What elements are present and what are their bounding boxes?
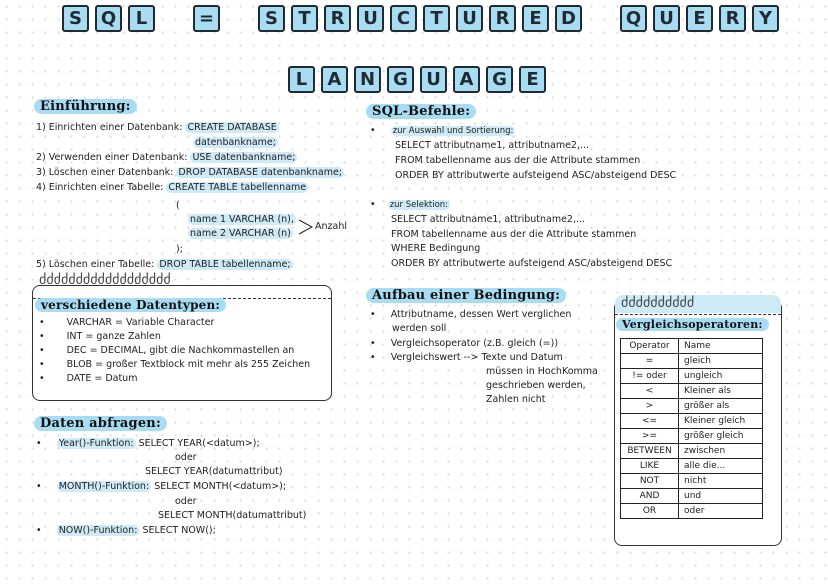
code: SELECT YEAR(<datum>); xyxy=(135,438,260,449)
title-letter: S xyxy=(258,5,285,32)
datatype-text: VARCHAR = Variable Character xyxy=(66,317,215,328)
code: CREATE TABLE tabellenname xyxy=(168,182,307,193)
intro-line-5 xyxy=(36,259,293,270)
spacer xyxy=(226,5,252,32)
text: 5) Löschen einer Tabelle: xyxy=(36,259,158,270)
or: oder xyxy=(175,452,197,463)
spiral-rings-icon: ძძძძძძძძძძ xyxy=(615,295,781,313)
title-letter: R xyxy=(719,5,746,32)
text: werden soll xyxy=(392,323,447,334)
bullet: • xyxy=(39,331,45,342)
query-month: • MONTH()-Funktion: SELECT MONTH(<datum>); xyxy=(36,481,287,492)
intro-line-1 xyxy=(36,122,279,133)
name-cell: nicht xyxy=(679,474,763,489)
code: SELECT YEAR(datumattribut) xyxy=(145,466,283,477)
intro-heading: Einführung: xyxy=(34,99,137,114)
condition-heading: Aufbau einer Bedingung: xyxy=(366,288,566,303)
cond-item-2: • Vergleichsoperator (z.B. gleich (=)) xyxy=(370,338,559,349)
cond-item-3: • Vergleichswert --> Texte und Datum xyxy=(370,352,563,363)
title-letter: T xyxy=(291,5,318,32)
title-letter: L xyxy=(288,66,315,93)
column-def-1: name 1 VARCHAR (n), xyxy=(190,214,294,225)
name-cell: oder xyxy=(679,504,763,519)
column-def-2: name 2 VARCHAR (n) xyxy=(190,228,291,239)
table-row xyxy=(621,354,763,369)
name-cell: alle die... xyxy=(679,459,763,474)
query-now: • NOW()-Funktion: SELECT NOW(); xyxy=(36,525,216,536)
name-cell: gleich xyxy=(679,354,763,369)
sql-bullet-a: • zur Auswahl und Sortierung: xyxy=(370,125,514,136)
query-heading: Daten abfragen: xyxy=(34,416,167,431)
title-letter: R xyxy=(324,5,351,32)
code: FROM tabellenname aus der die Attribute stammen xyxy=(391,229,637,240)
name-cell: größer als xyxy=(679,399,763,414)
name-cell: und xyxy=(679,489,763,504)
intro-line-2 xyxy=(36,152,297,163)
operator-cell: BETWEEN xyxy=(621,444,679,459)
name-cell: größer gleich xyxy=(679,429,763,444)
title-letter: T xyxy=(423,5,450,32)
code: SELECT attributname1, attributname2,... xyxy=(391,214,586,225)
name-cell: Kleiner gleich xyxy=(679,414,763,429)
title-letter: E xyxy=(519,66,546,93)
title-letter: G xyxy=(486,66,513,93)
label: zur Auswahl und Sortierung: xyxy=(392,126,514,136)
text: Vergleichsoperator (z.B. gleich (=)) xyxy=(390,338,559,349)
operator-cell: < xyxy=(621,384,679,399)
title-letter: Y xyxy=(752,5,779,32)
datatype-text: DEC = DECIMAL, gibt die Nachkommastellen an xyxy=(66,345,295,356)
datatype-item xyxy=(39,317,310,331)
bullet: • xyxy=(39,345,45,356)
label: zur Selektion: xyxy=(389,200,449,210)
code: SELECT MONTH(<datum>); xyxy=(151,481,287,492)
spacer xyxy=(161,5,187,32)
table-row xyxy=(621,399,763,414)
operator-cell: <= xyxy=(621,414,679,429)
title-letter: E xyxy=(686,5,713,32)
code: SELECT NOW(); xyxy=(139,525,216,536)
paren-open: ( xyxy=(176,200,180,211)
header-name: Name xyxy=(679,339,763,354)
title-letter: N xyxy=(354,66,381,93)
code: ORDER BY attributwerte aufsteigend ASC/absteigend DESC xyxy=(391,258,673,269)
label: NOW()-Funktion: xyxy=(58,525,138,536)
datatype-item xyxy=(39,359,310,373)
table-row xyxy=(621,414,763,429)
title-letter: G xyxy=(387,66,414,93)
sql-bullet-b: • zur Selektion: xyxy=(370,199,449,210)
text: 1) Einrichten einer Datenbank: xyxy=(36,122,186,133)
operators-notebook xyxy=(614,295,782,546)
intro-line-4 xyxy=(36,182,308,193)
code: DROP TABLE tabellenname; xyxy=(159,259,291,270)
name-cell: Kleiner als xyxy=(679,384,763,399)
operator-cell: OR xyxy=(621,504,679,519)
title-letter: Q xyxy=(620,5,647,32)
operator-cell: NOT xyxy=(621,474,679,489)
title-line-1 xyxy=(62,5,779,32)
label: MONTH()-Funktion: xyxy=(58,481,150,492)
operators-table xyxy=(620,338,763,519)
divider xyxy=(615,314,781,315)
table-row xyxy=(621,384,763,399)
table-row xyxy=(621,474,763,489)
intro-line-3 xyxy=(36,167,344,178)
intro-line-1-cont: datenbankname; xyxy=(195,137,276,148)
text: 2) Verwenden einer Datenbank: xyxy=(36,152,191,163)
title-letter: = xyxy=(193,5,220,32)
table-row xyxy=(621,459,763,474)
text: 3) Löschen einer Datenbank: xyxy=(36,167,177,178)
paren-close: ); xyxy=(176,244,183,255)
text: geschrieben werden, xyxy=(486,380,586,391)
title-letter: U xyxy=(420,66,447,93)
code: ORDER BY attributwerte aufsteigend ASC/absteigend DESC xyxy=(395,170,677,181)
table-row xyxy=(621,369,763,384)
datatype-text: DATE = Datum xyxy=(66,373,138,384)
datatype-item xyxy=(39,331,310,345)
or: oder xyxy=(175,496,197,507)
code: DROP DATABASE datenbankname; xyxy=(178,167,343,178)
table-header-row xyxy=(621,339,763,354)
name-cell: ungleich xyxy=(679,369,763,384)
text: Zahlen nicht xyxy=(486,394,546,405)
bullet: • xyxy=(39,373,45,384)
header-operator: Operator xyxy=(621,339,679,354)
table-row xyxy=(621,444,763,459)
title-letter: Q xyxy=(95,5,122,32)
table-row xyxy=(621,489,763,504)
anzahl-label: Anzahl xyxy=(315,221,347,232)
operator-cell: >= xyxy=(621,429,679,444)
title-letter: E xyxy=(522,5,549,32)
operator-cell: LIKE xyxy=(621,459,679,474)
code: WHERE Bedingung xyxy=(391,243,481,254)
code: SELECT attributname1, attributname2,... xyxy=(395,140,590,151)
title-letter: U xyxy=(456,5,483,32)
sql-heading: SQL-Befehle: xyxy=(366,104,476,119)
code: SELECT MONTH(datumattribut) xyxy=(158,510,307,521)
datatype-text: BLOB = großer Textblock mit mehr als 255 Zeichen xyxy=(66,359,311,370)
operator-cell: != oder xyxy=(621,369,679,384)
title-letter: D xyxy=(555,5,582,32)
datatype-item xyxy=(39,373,310,387)
text: 4) Einrichten einer Tabelle: xyxy=(36,182,167,193)
spacer xyxy=(588,5,614,32)
title-letter: L xyxy=(128,5,155,32)
text: Attributname, dessen Wert verglichen xyxy=(390,309,572,320)
code: USE datenbankname; xyxy=(192,152,296,163)
datatypes-notebook xyxy=(32,272,332,401)
table-row xyxy=(621,429,763,444)
title-letter: R xyxy=(489,5,516,32)
operators-heading: Vergleichsoperatoren: xyxy=(616,318,769,331)
table-row xyxy=(621,504,763,519)
spiral-rings-icon: ძძძძძძძძძძძძძძძძძძ xyxy=(39,272,171,288)
title-letter: C xyxy=(390,5,417,32)
operator-cell: AND xyxy=(621,489,679,504)
title-letter: U xyxy=(653,5,680,32)
query-year: • Year()-Funktion: SELECT YEAR(<datum>); xyxy=(36,438,260,449)
operator-cell: = xyxy=(621,354,679,369)
label: Year()-Funktion: xyxy=(58,438,134,449)
title-letter: U xyxy=(357,5,384,32)
datatype-item xyxy=(39,345,310,359)
text: Vergleichswert --> Texte und Datum xyxy=(390,352,563,363)
bullet: • xyxy=(39,359,45,370)
code: FROM tabellenname aus der die Attribute stammen xyxy=(395,155,641,166)
cond-item-1: • Attributname, dessen Wert verglichen xyxy=(370,309,572,320)
title-letter: A xyxy=(453,66,480,93)
operator-cell: > xyxy=(621,399,679,414)
text: müssen in HochKomma xyxy=(486,366,598,377)
name-cell: zwischen xyxy=(679,444,763,459)
datatypes-heading: verschiedene Datentypen: xyxy=(35,298,226,312)
code: CREATE DATABASE xyxy=(187,122,277,133)
bullet: • xyxy=(39,317,45,328)
title-letter: S xyxy=(62,5,89,32)
title-line-2 xyxy=(288,66,546,93)
title-letter: A xyxy=(321,66,348,93)
datatype-text: INT = ganze Zahlen xyxy=(66,331,161,342)
